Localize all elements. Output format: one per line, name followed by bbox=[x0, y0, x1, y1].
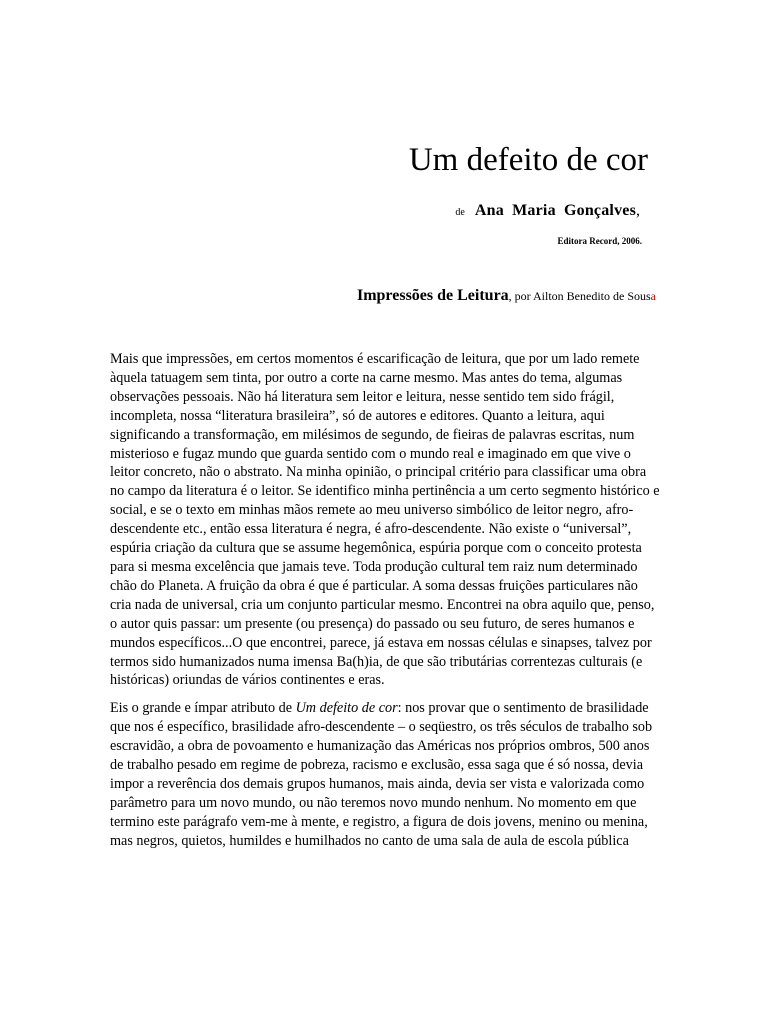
section-heading bbox=[357, 287, 656, 305]
reviewer-credit-text: , por Ailton Benedito de Sous bbox=[508, 289, 651, 303]
reviewer-credit-last-letter: a bbox=[650, 289, 656, 303]
document-title: Um defeito de cor bbox=[408, 142, 648, 178]
publisher-info: Editora Record, 2006. bbox=[557, 236, 642, 246]
author-name: Ana Maria Gonçalves bbox=[474, 202, 636, 219]
paragraph-1: Mais que impressões, em certos momentos é escarificação de leitura, que por um lado remete àquela tatuagem sem tinta, por outro a corte na carne mesmo. Mas antes do tema, algumas observações pessoais. Não há literatura sem leitor e leitura, nesse sentido tem sido frágil, incompleta, nossa “literatura brasileira”, só de autores e editores. Quanto a leitura, aqui significando a transformação, em milésimos de segundo, de fieiras de palavras escritas, num misterioso e fugaz mundo que guarda sentido com o mundo real e imaginado em que vive o leitor concreto, não o abstrato. Na minha opinião, o principal critério para classificar uma obra no campo da literatura é o leitor. Se identifico minha pertinência a um certo segmento histórico e social, e se o texto em minhas mãos remete ao meu universo simbólico de leitor negro, afro-descendente etc., então essa literatura é negra, é afro-descendente. Não existe o “universal”, espúria criação da cultura que se assume hegemônica, espúria porque com o conceito protesta para si mesma excelência que jamais teve. Toda produção cultural tem raiz num determinado chão do Planeta. A fruição da obra é que é particular. A soma dessas fruições particulares não cria nada de universal, cria um conjunto particular mesmo. Encontrei na obra aquilo que, penso, o autor quis passar: um presente (ou presença) do passado ou seu futuro, de seres humanos e mundos específicos...O que encontrei, parece, já estava em nossas células e sinapses, talvez por termos sido humanizados numa imensa Ba(h)ia, de que são tributárias correntezas culturais (e históricas) oriundas de vários continentes e eras. bbox=[110, 351, 660, 689]
impressions-heading: Impressões de Leitura bbox=[356, 287, 509, 304]
reviewer-credit bbox=[509, 289, 656, 303]
byline-suffix: , bbox=[636, 202, 640, 219]
byline-prefix: de bbox=[455, 207, 465, 218]
body-text bbox=[110, 350, 660, 860]
paragraph-2 bbox=[110, 699, 660, 850]
paragraph-2-lead: Eis o grande e ímpar atributo de bbox=[110, 700, 296, 717]
paragraph-2-rest: : nos provar que o sentimento de brasilidade que nos é específico, brasilidade afro-descendente – o seqüestro, os três séculos de trabalho sob escravidão, a obra de povoamento e humanização das Américas nos próprios ombros, 500 anos de trabalho pesado em regime de pobreza, racismo e exclusão, essa saga que é só nossa, devia impor a reverência dos demais grupos humanos, mais ainda, devia ser vista e valorizada como parâmetro para um novo mundo, ou não teremos novo mundo nenhum. No momento em que termino este parágrafo vem-me à mente, e registro, a figura de dois jovens, menino ou menina, mas negros, quietos, humildes e humilhados no canto de uma sala de aula de escola pública bbox=[110, 700, 653, 849]
author-byline bbox=[455, 202, 640, 220]
book-title-italic: Um defeito de cor bbox=[295, 700, 398, 717]
